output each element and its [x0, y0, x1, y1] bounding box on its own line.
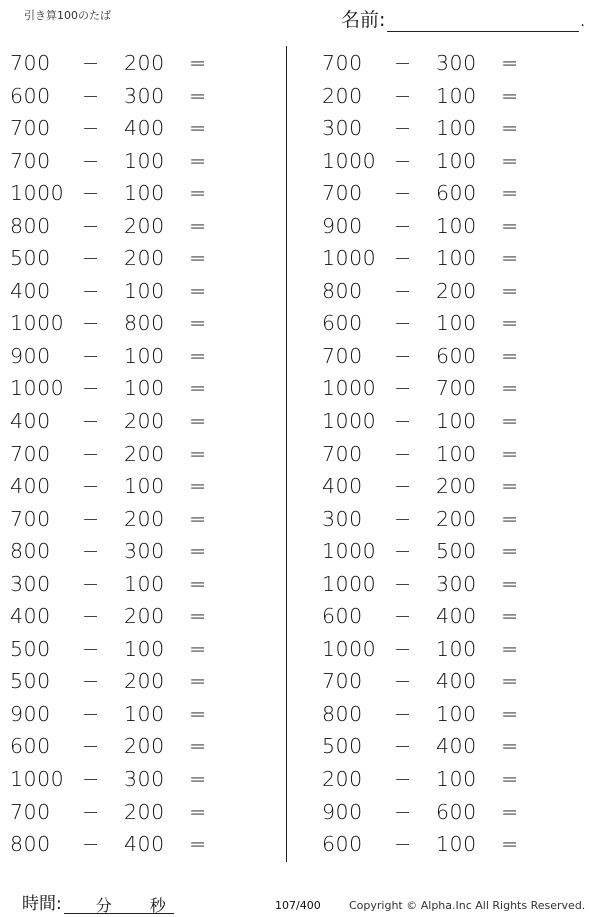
minuend: 700	[10, 506, 51, 531]
minuend: 700	[10, 148, 51, 173]
minus-sign: −	[394, 181, 412, 206]
equals-sign: =	[501, 474, 519, 499]
minus-sign: −	[394, 376, 412, 401]
subtrahend: 800	[124, 311, 165, 336]
minus-sign: −	[394, 441, 412, 466]
minuend: 900	[322, 799, 363, 824]
equals-sign: =	[189, 213, 207, 238]
minuend: 700	[322, 669, 363, 694]
name-dot: .	[580, 14, 585, 30]
equals-sign: =	[189, 278, 207, 303]
minuend: 400	[10, 474, 51, 499]
minus-sign: −	[394, 148, 412, 173]
subtrahend: 200	[124, 441, 165, 466]
equals-sign: =	[501, 409, 519, 434]
equals-sign: =	[189, 83, 207, 108]
minus-sign: −	[82, 734, 100, 759]
minus-sign: −	[82, 343, 100, 368]
minuend: 200	[322, 83, 363, 108]
equals-sign: =	[189, 409, 207, 434]
minuend: 1000	[10, 767, 65, 792]
minuend: 700	[10, 116, 51, 141]
minus-sign: −	[82, 832, 100, 857]
minuend: 500	[10, 246, 51, 271]
subtrahend: 400	[124, 116, 165, 141]
equals-sign: =	[189, 669, 207, 694]
seconds-label: 秒	[149, 896, 166, 915]
equals-sign: =	[189, 636, 207, 661]
minus-sign: −	[82, 506, 100, 531]
minus-sign: −	[394, 799, 412, 824]
minuend: 800	[322, 701, 363, 726]
equals-sign: =	[501, 539, 519, 564]
minus-sign: −	[82, 148, 100, 173]
minuend: 600	[10, 734, 51, 759]
subtrahend: 300	[436, 51, 477, 75]
equals-sign: =	[501, 376, 519, 401]
subtrahend: 100	[436, 636, 477, 661]
equals-sign: =	[189, 51, 207, 75]
subtrahend: 100	[436, 148, 477, 173]
equals-sign: =	[501, 311, 519, 336]
minus-sign: −	[394, 278, 412, 303]
minus-sign: −	[394, 669, 412, 694]
minus-sign: −	[82, 636, 100, 661]
subtrahend: 400	[124, 832, 165, 857]
minuend: 500	[322, 734, 363, 759]
minus-sign: −	[394, 636, 412, 661]
minuend: 1000	[322, 148, 377, 173]
subtrahend: 400	[436, 734, 477, 759]
minuend: 600	[322, 311, 363, 336]
minuend: 1000	[322, 636, 377, 661]
equals-sign: =	[501, 83, 519, 108]
subtrahend: 100	[436, 409, 477, 434]
minus-sign: −	[394, 734, 412, 759]
minus-sign: −	[82, 213, 100, 238]
minuend: 1000	[322, 409, 377, 434]
subtrahend: 100	[436, 213, 477, 238]
minuend: 800	[10, 539, 51, 564]
minuend: 300	[10, 571, 51, 596]
subtrahend: 100	[124, 376, 165, 401]
equals-sign: =	[501, 571, 519, 596]
subtrahend: 200	[124, 409, 165, 434]
subtrahend: 200	[124, 604, 165, 629]
minuend: 900	[10, 701, 51, 726]
minus-sign: −	[394, 571, 412, 596]
minutes-label: 分	[95, 896, 112, 915]
equals-sign: =	[189, 832, 207, 857]
minuend: 500	[10, 669, 51, 694]
minuend: 600	[10, 83, 51, 108]
equals-sign: =	[189, 506, 207, 531]
equals-sign: =	[189, 116, 207, 141]
equals-sign: =	[501, 506, 519, 531]
minus-sign: −	[394, 246, 412, 271]
name-blank-line	[387, 11, 579, 32]
minuend: 800	[322, 278, 363, 303]
subtrahend: 100	[124, 636, 165, 661]
minuend: 1000	[322, 246, 377, 271]
minus-sign: −	[82, 571, 100, 596]
minuend: 900	[10, 343, 51, 368]
minuend: 300	[322, 506, 363, 531]
minuend: 1000	[10, 311, 65, 336]
minus-sign: −	[82, 441, 100, 466]
minus-sign: −	[394, 506, 412, 531]
minus-sign: −	[394, 604, 412, 629]
minus-sign: −	[394, 51, 412, 75]
worksheet-title: 引き算100のたば	[24, 9, 111, 22]
subtrahend: 100	[436, 246, 477, 271]
minuend: 1000	[10, 181, 65, 206]
equals-sign: =	[189, 701, 207, 726]
subtrahend: 700	[436, 376, 477, 401]
equals-sign: =	[501, 799, 519, 824]
minus-sign: −	[82, 539, 100, 564]
equals-sign: =	[189, 343, 207, 368]
minuend: 900	[322, 213, 363, 238]
minuend: 700	[10, 441, 51, 466]
minus-sign: −	[82, 474, 100, 499]
time-blank-line	[64, 893, 174, 914]
minus-sign: −	[82, 83, 100, 108]
equals-sign: =	[501, 246, 519, 271]
minus-sign: −	[394, 767, 412, 792]
equals-sign: =	[501, 148, 519, 173]
subtrahend: 600	[436, 181, 477, 206]
minus-sign: −	[82, 701, 100, 726]
minus-sign: −	[394, 701, 412, 726]
equals-sign: =	[501, 51, 519, 75]
minus-sign: −	[82, 376, 100, 401]
minus-sign: −	[82, 604, 100, 629]
equals-sign: =	[189, 799, 207, 824]
equals-sign: =	[501, 767, 519, 792]
minuend: 800	[10, 213, 51, 238]
equals-sign: =	[501, 278, 519, 303]
minuend: 700	[322, 441, 363, 466]
minus-sign: −	[82, 311, 100, 336]
subtrahend: 200	[124, 246, 165, 271]
subtrahend: 200	[124, 51, 165, 75]
minus-sign: −	[394, 311, 412, 336]
subtrahend: 200	[124, 506, 165, 531]
page-number: 107/400	[275, 899, 321, 912]
subtrahend: 100	[124, 343, 165, 368]
equals-sign: =	[189, 734, 207, 759]
equals-sign: =	[189, 441, 207, 466]
subtrahend: 200	[124, 213, 165, 238]
copyright-notice: Copyright © Alpha.Inc All Rights Reserved.	[349, 899, 586, 912]
minus-sign: −	[394, 116, 412, 141]
subtrahend: 300	[124, 539, 165, 564]
minuend: 700	[322, 343, 363, 368]
equals-sign: =	[501, 604, 519, 629]
equals-sign: =	[189, 571, 207, 596]
minus-sign: −	[394, 343, 412, 368]
equals-sign: =	[501, 441, 519, 466]
subtrahend: 100	[124, 571, 165, 596]
minus-sign: −	[82, 278, 100, 303]
minuend: 1000	[322, 539, 377, 564]
equals-sign: =	[501, 832, 519, 857]
subtrahend: 100	[124, 278, 165, 303]
name-field	[341, 5, 585, 32]
subtrahend: 100	[124, 701, 165, 726]
subtrahend: 100	[436, 767, 477, 792]
minuend: 1000	[10, 376, 65, 401]
minus-sign: −	[82, 181, 100, 206]
subtrahend: 100	[124, 181, 165, 206]
equals-sign: =	[501, 213, 519, 238]
minuend: 1000	[322, 376, 377, 401]
equals-sign: =	[189, 181, 207, 206]
equals-sign: =	[189, 474, 207, 499]
subtrahend: 100	[124, 148, 165, 173]
equals-sign: =	[501, 734, 519, 759]
subtrahend: 400	[436, 669, 477, 694]
minuend: 400	[10, 278, 51, 303]
equals-sign: =	[189, 767, 207, 792]
time-label: 時間:	[22, 894, 62, 914]
subtrahend: 600	[436, 343, 477, 368]
subtrahend: 200	[436, 506, 477, 531]
subtrahend: 100	[124, 474, 165, 499]
name-label: 名前:	[341, 9, 386, 31]
equals-sign: =	[189, 148, 207, 173]
subtrahend: 100	[436, 83, 477, 108]
subtrahend: 600	[436, 799, 477, 824]
minuend: 700	[322, 51, 363, 75]
equals-sign: =	[189, 539, 207, 564]
minus-sign: −	[394, 832, 412, 857]
equals-sign: =	[189, 246, 207, 271]
subtrahend: 100	[436, 441, 477, 466]
equals-sign: =	[501, 669, 519, 694]
minus-sign: −	[82, 669, 100, 694]
minus-sign: −	[82, 767, 100, 792]
subtrahend: 100	[436, 832, 477, 857]
time-field	[22, 889, 174, 914]
minuend: 600	[322, 832, 363, 857]
minus-sign: −	[394, 474, 412, 499]
minus-sign: −	[394, 539, 412, 564]
minus-sign: −	[82, 51, 100, 75]
minuend: 1000	[322, 571, 377, 596]
minus-sign: −	[394, 213, 412, 238]
minuend: 400	[10, 409, 51, 434]
subtrahend: 200	[124, 799, 165, 824]
subtrahend: 500	[436, 539, 477, 564]
subtrahend: 200	[124, 734, 165, 759]
subtrahend: 200	[436, 278, 477, 303]
equals-sign: =	[189, 311, 207, 336]
equals-sign: =	[501, 701, 519, 726]
subtrahend: 100	[436, 116, 477, 141]
subtrahend: 200	[436, 474, 477, 499]
minuend: 600	[322, 604, 363, 629]
minus-sign: −	[82, 246, 100, 271]
minuend: 700	[10, 51, 51, 75]
subtrahend: 300	[436, 571, 477, 596]
minuend: 400	[322, 474, 363, 499]
minuend: 800	[10, 832, 51, 857]
minus-sign: −	[394, 409, 412, 434]
minuend: 700	[322, 181, 363, 206]
subtrahend: 100	[436, 311, 477, 336]
minus-sign: −	[82, 116, 100, 141]
minus-sign: −	[394, 83, 412, 108]
equals-sign: =	[189, 376, 207, 401]
minuend: 500	[10, 636, 51, 661]
equals-sign: =	[501, 343, 519, 368]
subtrahend: 300	[124, 83, 165, 108]
equals-sign: =	[501, 636, 519, 661]
minus-sign: −	[82, 799, 100, 824]
equals-sign: =	[501, 116, 519, 141]
minuend: 200	[322, 767, 363, 792]
minuend: 700	[10, 799, 51, 824]
minus-sign: −	[82, 409, 100, 434]
subtrahend: 300	[124, 767, 165, 792]
equals-sign: =	[189, 604, 207, 629]
subtrahend: 100	[436, 701, 477, 726]
minuend: 300	[322, 116, 363, 141]
subtrahend: 200	[124, 669, 165, 694]
column-divider	[286, 46, 287, 862]
equals-sign: =	[501, 181, 519, 206]
minuend: 400	[10, 604, 51, 629]
subtrahend: 400	[436, 604, 477, 629]
